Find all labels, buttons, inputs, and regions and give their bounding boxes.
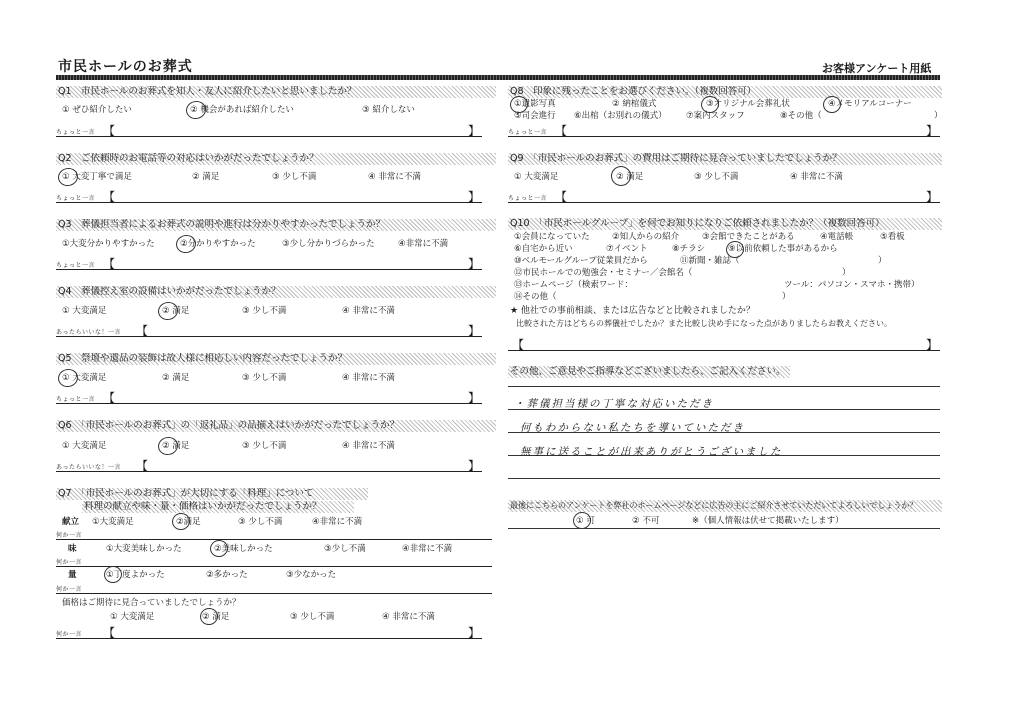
permission-option-deny[interactable]: ② 不可 bbox=[632, 516, 660, 526]
q7-taste-option-1[interactable]: ①大変美味しかった bbox=[106, 544, 182, 554]
q8-options-line1 bbox=[514, 98, 940, 110]
q9-answer-circle bbox=[609, 164, 633, 188]
q1-question: Q1 市民ホールのお葬式を知人・友人に紹介したいと思いましたか？ bbox=[56, 86, 496, 98]
q2-option-4[interactable]: ④ 非常に不満 bbox=[368, 172, 421, 182]
q2-answer-circle bbox=[56, 166, 79, 188]
q10-option-10[interactable]: ⑩ベルモールグループ従業員だから bbox=[514, 256, 648, 266]
q7-amount-option-3[interactable]: ③少なかった bbox=[286, 570, 337, 580]
q4-options bbox=[62, 305, 492, 317]
q5-comment-field[interactable]: ちょっと一言 【 】 bbox=[56, 391, 480, 405]
q4-option-3[interactable]: ③ 少し不満 bbox=[242, 306, 287, 316]
permission-question: 最後にこちらのアンケートを弊社のホームページなどに広告の主にご紹介させていただいてよろしいでしょうか？ bbox=[508, 500, 942, 512]
q8-option-8[interactable]: ⑧その他（ bbox=[780, 111, 822, 121]
q10-option-5[interactable]: ⑤看板 bbox=[880, 232, 905, 242]
q2-option-1[interactable]: ① 大変丁寧で満足 bbox=[62, 172, 132, 182]
q7-amount-option-1[interactable]: ①丁度よかった bbox=[106, 570, 165, 580]
q10-options-line5 bbox=[514, 279, 940, 291]
q4-option-1[interactable]: ① 大変満足 bbox=[62, 306, 107, 316]
q10-option-2[interactable]: ②知人からの紹介 bbox=[612, 232, 680, 242]
q8-option-1[interactable]: ①遺影写真 bbox=[514, 99, 556, 109]
q9-question: Q9 「市民ホールのお葬式」の費用はご期待に見合っていましたでしょうか？ bbox=[508, 153, 942, 165]
q2-comment-field[interactable]: ちょっと一言 【 】 bbox=[56, 190, 480, 204]
q11-subquestion: 比較された方はどちらの葬儀社でしたか？また比較し決め手になった点がありましたらお教えください。 bbox=[516, 319, 892, 328]
q9-option-1[interactable]: ① 大変満足 bbox=[514, 172, 559, 182]
q1-option-2[interactable]: ② 機会があれば紹介したい bbox=[190, 105, 294, 115]
q9-options bbox=[514, 171, 940, 183]
q10-option-8[interactable]: ⑧チラシ bbox=[672, 244, 706, 254]
q7-price-comment[interactable]: 何か一言 【 】 bbox=[56, 626, 480, 640]
handwritten-comment-line-2: 何もわからない私たちを導いていただき bbox=[520, 422, 745, 434]
q6-option-3[interactable]: ③ 少し不満 bbox=[242, 441, 287, 451]
q7-subquestion: 料理の献立や味・量・価格はいかがだったでしょうか？ bbox=[82, 501, 354, 513]
q7-price-option-4[interactable]: ④ 非常に不満 bbox=[382, 612, 435, 622]
q7-question: Q7 「市民ホールのお葬式」が大切にする「料理」について bbox=[56, 488, 368, 500]
q10-option-14[interactable]: ⑭その他（ bbox=[514, 292, 557, 302]
q7-taste-option-4[interactable]: ④非常に不満 bbox=[402, 544, 453, 554]
q3-answer-circle bbox=[174, 233, 197, 255]
q10-options-line3: ⑩ベルモールグループ従業員だから ⑪新聞・雑誌（ ） bbox=[514, 256, 887, 266]
q5-option-4[interactable]: ④ 非常に不満 bbox=[342, 373, 395, 383]
q4-question: Q4 葬儀控え室の設備はいかがだったでしょうか？ bbox=[56, 286, 496, 298]
q8-option-7[interactable]: ⑦案内スタッフ bbox=[686, 111, 745, 121]
q3-option-3[interactable]: ③少し分かりづらかった bbox=[282, 239, 375, 249]
q10-options-line4: ⑫市民ホールでの勉強会・セミナー／会館名（ ） bbox=[514, 268, 851, 278]
q2-option-3[interactable]: ③ 少し不満 bbox=[272, 172, 317, 182]
q3-options bbox=[62, 238, 492, 250]
q7-amount-comment[interactable]: 何か一言 bbox=[56, 583, 492, 594]
q2-option-2[interactable]: ② 満足 bbox=[192, 172, 220, 182]
q7-menu-option-2[interactable]: ②満足 bbox=[176, 517, 201, 527]
opinion-question: その他、ご意見やご指導などございましたら、ご記入ください。 bbox=[508, 366, 790, 378]
q10-options-line1 bbox=[514, 231, 940, 243]
q8-option-6[interactable]: ⑥出棺（お別れの儀式） bbox=[574, 111, 667, 121]
q4-answer-circle bbox=[156, 300, 179, 322]
q2-options bbox=[62, 171, 492, 183]
q2-question: Q2 ご依頼時のお電話等の対応はいかがだったでしょうか？ bbox=[56, 153, 496, 165]
q6-answer-circle bbox=[156, 435, 179, 457]
q10-option-13-tool[interactable]: ツール：パソコン・スマホ・携帯） bbox=[784, 280, 920, 290]
q5-options bbox=[62, 372, 492, 384]
q6-option-2[interactable]: ② 満足 bbox=[162, 441, 190, 451]
q10-option-13[interactable]: ⑬ホームページ（検索ワード： bbox=[514, 280, 633, 290]
q11-question-row bbox=[510, 305, 940, 317]
handwritten-comment-line-1: ・葬儀担当様の丁寧な対応いただき bbox=[514, 398, 714, 410]
q4-comment-field[interactable]: あったらいいな！一言 【 】 bbox=[56, 324, 480, 338]
q3-option-4[interactable]: ④非常に不満 bbox=[398, 239, 449, 249]
q7-amount-label: 量 bbox=[68, 570, 77, 580]
permission-note: ※（個人情報は伏せて掲載いたします） bbox=[692, 516, 844, 526]
q3-question: Q3 葬儀担当者によるお葬式の説明や進行は分かりやすかったでしょうか？ bbox=[56, 219, 496, 231]
q6-options bbox=[62, 440, 492, 452]
q8-question: Q8 印象に残ったことをお選びください。（複数回答可） bbox=[508, 86, 942, 98]
q10-option-11[interactable]: ⑪新聞・雑誌（ bbox=[680, 256, 740, 266]
q5-question: Q5 祭壇や遺品の装飾は故人様に相応しい内容だったでしょうか？ bbox=[56, 353, 496, 365]
q10-option-7[interactable]: ⑦イベント bbox=[606, 244, 648, 254]
q10-option-6[interactable]: ⑥自宅から近い bbox=[514, 244, 573, 254]
q7-taste-label: 味 bbox=[68, 544, 77, 554]
q7-taste-option-3[interactable]: ③少し不満 bbox=[324, 544, 366, 554]
q7-menu-option-1[interactable]: ①大変満足 bbox=[92, 517, 134, 527]
q9-comment-field[interactable]: ちょっと一言 【 】 bbox=[508, 190, 938, 204]
q7-price-answer-circle bbox=[198, 606, 219, 626]
q3-option-1[interactable]: ①大変分かりやすかった bbox=[62, 239, 155, 249]
q7-menu-option-3[interactable]: ③ 少し不満 bbox=[238, 517, 283, 527]
header-divider bbox=[56, 75, 940, 80]
q1-answer-circle bbox=[184, 99, 207, 121]
q3-comment-field[interactable]: ちょっと一言 【 】 bbox=[56, 257, 480, 271]
q7-price-question-row bbox=[62, 597, 492, 609]
q5-option-3[interactable]: ③ 少し不満 bbox=[242, 373, 287, 383]
q8-option-2[interactable]: ② 納棺儀式 bbox=[612, 99, 657, 109]
q11-question: ★ 他社での事前相談、または広告などと比較されましたか？ bbox=[510, 306, 755, 316]
q11-comment-field[interactable]: 【 】 bbox=[508, 338, 940, 351]
page-title: 市民ホールのお葬式 bbox=[58, 59, 193, 75]
permission-options bbox=[576, 515, 936, 527]
q7-price-option-2[interactable]: ② 満足 bbox=[202, 612, 230, 622]
q9-option-2[interactable]: ② 満足 bbox=[616, 172, 644, 182]
q7-menu-label: 献立 bbox=[62, 517, 80, 527]
q8-options-line2: ⑤司会進行 ⑥出棺（お別れの儀式） ⑦案内スタッフ ⑧その他（ ） bbox=[514, 111, 943, 121]
q10-question: Q10 「市民ホールグループ」を何でお知りになりご依頼されましたか？（複数回答可） bbox=[508, 218, 942, 230]
q7-menu-row bbox=[62, 516, 492, 528]
q1-comment-field[interactable]: ちょっと一言 【 】 bbox=[56, 124, 480, 138]
q8-option-4[interactable]: ④メモリアルコーナー bbox=[828, 99, 912, 109]
q4-option-2[interactable]: ② 満足 bbox=[162, 306, 190, 316]
q7-amount-answer-circle bbox=[102, 564, 123, 584]
q10-option-9[interactable]: ⑨以前依頼した事があるから bbox=[728, 244, 838, 254]
q10-option-3[interactable]: ③会館できたことがある bbox=[702, 232, 795, 242]
q10-options-line6: ⑭その他（ ） bbox=[514, 292, 791, 302]
q6-option-4[interactable]: ④ 非常に不満 bbox=[342, 441, 395, 451]
q5-option-1[interactable]: ① 大変満足 bbox=[62, 373, 107, 383]
q1-option-1[interactable]: ① ぜひ紹介したい bbox=[62, 105, 132, 115]
q7-taste-comment[interactable]: 何か一言 bbox=[56, 556, 492, 567]
q7-amount-row bbox=[62, 569, 492, 581]
q6-option-1[interactable]: ① 大変満足 bbox=[62, 441, 107, 451]
permission-option-allow[interactable]: ① 可 bbox=[576, 516, 595, 526]
q6-comment-field[interactable]: あったらいいな！一言 【 】 bbox=[56, 459, 480, 473]
q5-option-2[interactable]: ② 満足 bbox=[162, 373, 190, 383]
q1-options bbox=[62, 104, 492, 116]
q7-price-question: 価格はご期待に見合っていましたでしょうか？ bbox=[62, 598, 241, 608]
form-subtitle: お客様アンケート用紙 bbox=[822, 62, 932, 75]
q8-option-3[interactable]: ③オリジナル会葬礼状 bbox=[706, 99, 790, 109]
q7-menu-option-4[interactable]: ④非常に不満 bbox=[312, 517, 363, 527]
q7-price-option-1[interactable]: ① 大変満足 bbox=[110, 612, 155, 622]
q1-option-3[interactable]: ③ 紹介しない bbox=[362, 105, 415, 115]
q7-taste-option-2[interactable]: ②美味しかった bbox=[214, 544, 273, 554]
q1-comment-label: ちょっと一言 bbox=[56, 129, 96, 136]
q7-amount-option-2[interactable]: ②多かった bbox=[206, 570, 248, 580]
handwritten-comment-line-3: 無事に送ることが出来ありがとうございました bbox=[520, 446, 783, 458]
q7-menu-comment[interactable]: 何か一言 bbox=[56, 529, 492, 540]
q8-option-5[interactable]: ⑤司会進行 bbox=[514, 111, 556, 121]
q4-option-4[interactable]: ④ 非常に不満 bbox=[342, 306, 395, 316]
q7-taste-row bbox=[62, 543, 492, 555]
q3-option-2[interactable]: ②分かりやすかった bbox=[180, 239, 256, 249]
q9-option-3[interactable]: ③ 少し不満 bbox=[694, 172, 739, 182]
q7-price-options bbox=[62, 611, 492, 623]
q9-option-4[interactable]: ④ 非常に不満 bbox=[790, 172, 843, 182]
q10-option-12[interactable]: ⑫市民ホールでの勉強会・セミナー／会館名（ bbox=[514, 268, 693, 278]
q10-option-4[interactable]: ④電話帳 bbox=[820, 232, 854, 242]
q5-answer-circle bbox=[56, 367, 79, 389]
q11-sub-row bbox=[516, 318, 940, 330]
q10-option-1[interactable]: ①会員になっていた bbox=[514, 232, 590, 242]
q8-comment-field[interactable]: ちょっと一言 【 】 bbox=[508, 124, 938, 138]
q7-price-option-3[interactable]: ③ 少し不満 bbox=[290, 612, 335, 622]
q6-question: Q6 「市民ホールのお葬式」の「返礼品」の品揃えはいかがだったでしょうか？ bbox=[56, 420, 496, 432]
